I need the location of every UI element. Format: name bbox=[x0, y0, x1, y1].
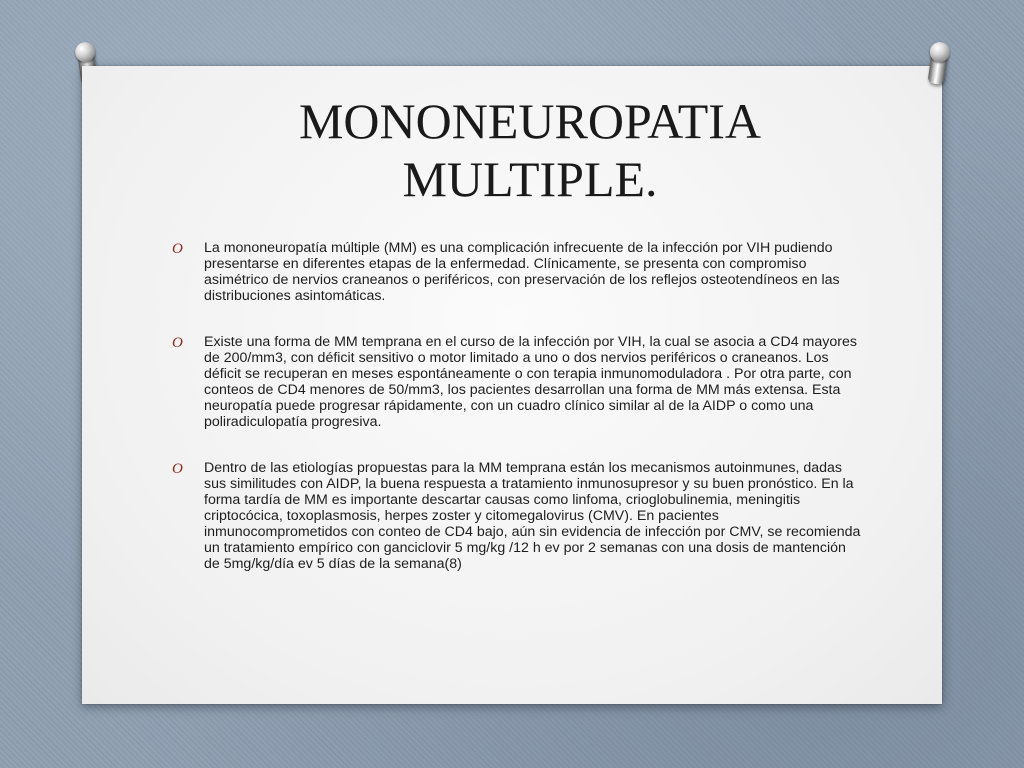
bullet-marker-icon: O bbox=[172, 461, 183, 477]
bullet-item-1 bbox=[172, 240, 862, 304]
pushpin-right-icon bbox=[924, 41, 952, 90]
bullet-marker-icon: O bbox=[172, 241, 183, 257]
bullet-text-1: La mononeuropatía múltiple (MM) es una complicación infrecuente de la infección por VIH pudiendo presentarse en diferentes etapas de la enfermedad. Clínicamente, se presenta con compromiso asimétrico de nervios craneanos o periféricos, con preservación de los reflejos osteotendíneos en las distribuciones asintomáticas. bbox=[204, 240, 840, 304]
slide-title-line1: MONONEUROPATIA bbox=[298, 93, 762, 149]
bullet-item-3 bbox=[172, 460, 862, 572]
bullet-list bbox=[172, 240, 862, 602]
slide-title bbox=[150, 92, 910, 208]
bullet-text-3: Dentro de las etiologías propuestas para la MM temprana están los mecanismos autoinmunes, dadas sus similitudes con AIDP, la buena respuesta a tratamiento inmunosupresor y su buen pronóstico. En la forma tardía de MM es importante descartar causas como linfoma, crioglobulinemia, meningitis criptocócica, toxoplasmosis, herpes zoster y citomegalovirus (CMV). En pacientes inmunocomprometidos con conteo de CD4 bajo, aún sin evidencia de infección por CMV, se recomienda un tratamiento empírico con ganciclovir 5 mg/kg /12 h ev por 2 semanas con una dosis de mantención de 5mg/kg/día ev 5 días de la semana(8) bbox=[204, 460, 861, 572]
slide-title-line2: MULTIPLE. bbox=[402, 151, 658, 207]
bullet-marker-icon: O bbox=[172, 335, 183, 351]
bullet-item-2 bbox=[172, 334, 862, 430]
bullet-text-2: Existe una forma de MM temprana en el curso de la infección por VIH, la cual se asocia a CD4 mayores de 200/mm3, con déficit sensitivo o motor limitado a uno o dos nervios periféricos o craneanos. Los déficit se recuperan en meses espontáneamente o con terapia inmunomoduladora . Por otra parte, con conteos de CD4 menores de 50/mm3, los pacientes desarrollan una forma de MM más extensa. Esta neuropatía puede progresar rápidamente, con un cuadro clínico similar al de la AIDP o como una poliradiculopatía progresiva. bbox=[204, 334, 857, 430]
